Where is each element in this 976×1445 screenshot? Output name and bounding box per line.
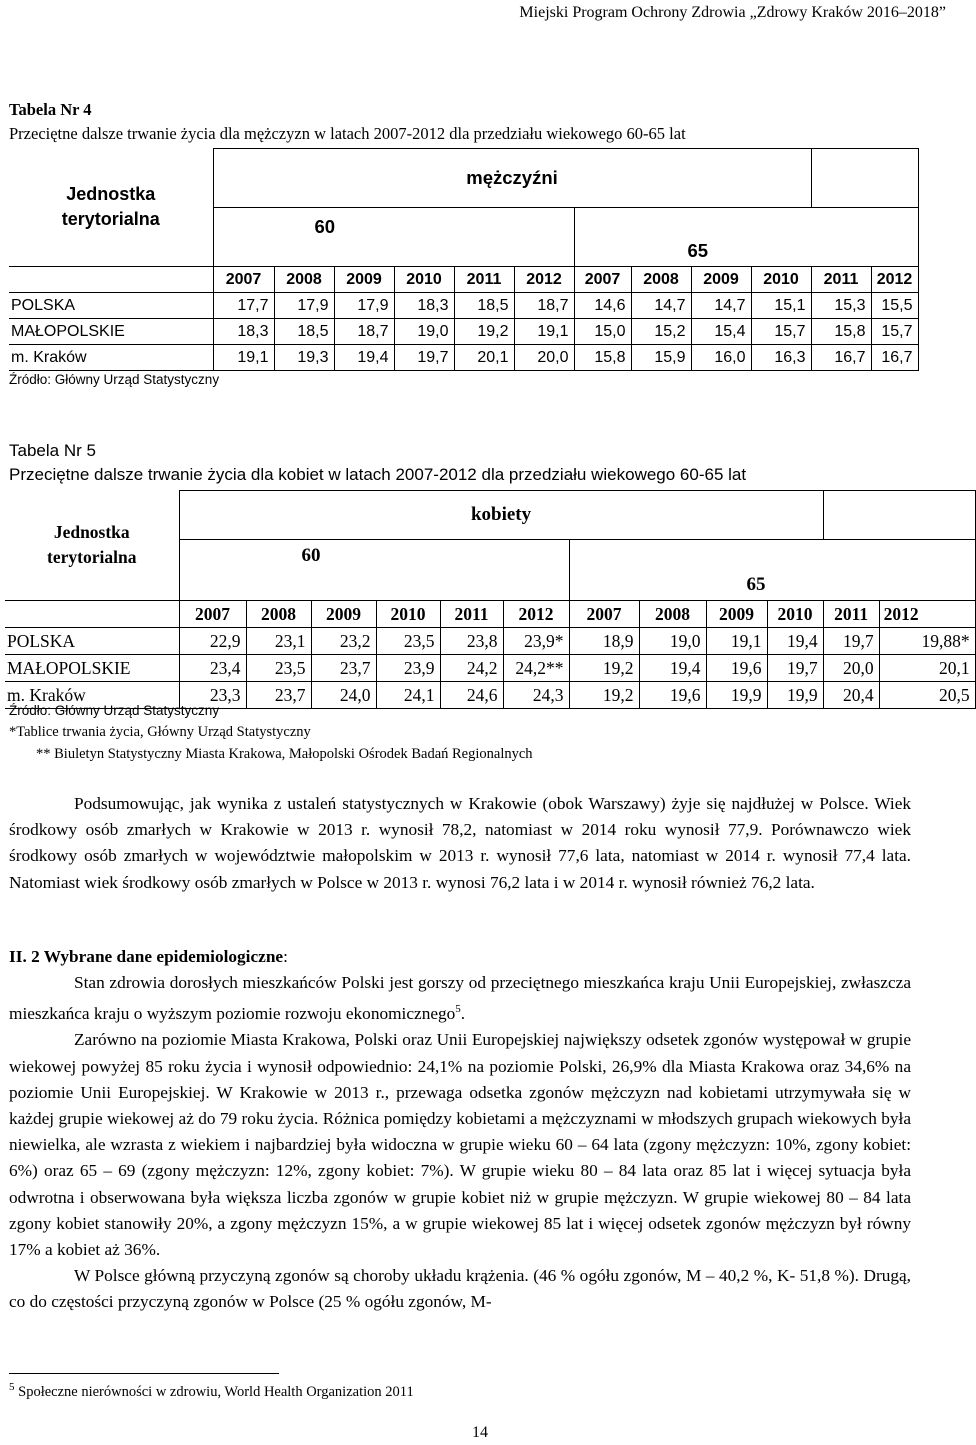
table5-age-60: 60 <box>179 540 569 601</box>
value-cell: 19,7 <box>767 655 823 682</box>
value-cell: 17,9 <box>274 293 334 319</box>
value-cell: 15,9 <box>631 345 691 371</box>
year-cell: 2010 <box>767 601 823 628</box>
value-cell: 15,2 <box>631 319 691 345</box>
table-row <box>5 655 975 682</box>
value-cell: 15,7 <box>871 319 918 345</box>
value-cell: 23,5 <box>246 655 311 682</box>
table5-source: Źródło: Główny Urząd Statystyczny <box>9 703 220 718</box>
value-cell: 18,7 <box>514 293 574 319</box>
value-cell: 15,1 <box>751 293 811 319</box>
value-cell: 20,0 <box>823 655 879 682</box>
footnote-number: 5 <box>9 1381 15 1393</box>
year-cell: 2011 <box>454 267 514 293</box>
table5-note-2: ** Biuletyn Statystyczny Miasta Krakowa, Małopolski Ośrodek Badań Regionalnych <box>36 746 533 762</box>
year-cell: 2009 <box>334 267 394 293</box>
value-cell: 15,4 <box>691 319 751 345</box>
footnote-ref: 5 <box>455 1003 461 1016</box>
value-cell: 24,1 <box>376 682 440 709</box>
value-cell: 15,0 <box>574 319 631 345</box>
year-cell: 2007 <box>213 267 274 293</box>
table5-unit-header: Jednostka terytorialna <box>47 522 137 568</box>
running-header: Miejski Program Ochrony Zdrowia „Zdrowy Kraków 2016–2018” <box>519 4 946 21</box>
value-cell: 15,5 <box>871 293 918 319</box>
value-cell: 16,0 <box>691 345 751 371</box>
footnote-text: Społeczne nierówności w zdrowiu, World Health Organization 2011 <box>14 1383 414 1400</box>
paragraph-1-end: . <box>460 1004 466 1024</box>
table-row <box>9 345 918 371</box>
year-cell: 2012 <box>879 601 975 628</box>
value-cell: 19,6 <box>706 655 767 682</box>
value-cell: 24,2** <box>503 655 569 682</box>
value-cell: 23,1 <box>246 628 311 655</box>
table5-group-header: kobiety <box>179 491 823 540</box>
value-cell: 20,1 <box>879 655 975 682</box>
value-cell: 15,8 <box>574 345 631 371</box>
year-cell: 2009 <box>691 267 751 293</box>
table5-title: Tabela Nr 5 <box>9 441 96 460</box>
value-cell: 23,9* <box>503 628 569 655</box>
year-cell: 2007 <box>569 601 639 628</box>
value-cell: 16,7 <box>871 345 918 371</box>
table-row <box>9 319 918 345</box>
value-cell: 20,4 <box>823 682 879 709</box>
row-label: POLSKA <box>5 628 179 655</box>
year-cell: 2008 <box>631 267 691 293</box>
value-cell: 19,9 <box>767 682 823 709</box>
value-cell: 20,0 <box>514 345 574 371</box>
year-cell: 2009 <box>311 601 376 628</box>
row-label: m. Kraków <box>9 345 213 371</box>
value-cell: 19,4 <box>334 345 394 371</box>
table5 <box>5 490 976 709</box>
year-cell: 2009 <box>706 601 767 628</box>
value-cell: 16,7 <box>811 345 871 371</box>
value-cell: 23,8 <box>440 628 503 655</box>
value-cell: 15,7 <box>751 319 811 345</box>
table4-years-row <box>9 267 918 293</box>
footnote-divider <box>9 1373 279 1374</box>
year-cell: 2010 <box>394 267 454 293</box>
footnote <box>9 1381 414 1401</box>
value-cell: 19,2 <box>454 319 514 345</box>
year-cell: 2007 <box>574 267 631 293</box>
table-row <box>5 628 975 655</box>
value-cell: 19,9 <box>706 682 767 709</box>
value-cell: 18,3 <box>213 319 274 345</box>
summary-text: Podsumowując, jak wynika z ustaleń statystycznych w Krakowie (obok Warszawy) żyje się najdłużej w Polsce. Wiek środkowy osób zmarłych w Krakowie w 2013 r. wynosił 78,2, natomiast w 2014 roku wynosił 77,9. Porównawczo wiek środkowy osób zmarłych w województwie małopolskim w 2013 r. wynosił 77,6 lata, natomiast w 2014 r. wynosił 77,4 lata. Natomiast wiek środkowy osób zmarłych w Polsce w 2013 r. wynosi 76,2 lata i w 2014 r. wynosił również 76,2 lata. <box>9 794 911 892</box>
value-cell: 19,1 <box>514 319 574 345</box>
year-cell: 2011 <box>823 601 879 628</box>
value-cell: 18,9 <box>569 628 639 655</box>
value-cell: 19,1 <box>706 628 767 655</box>
value-cell: 23,3 <box>179 682 246 709</box>
year-cell: 2008 <box>274 267 334 293</box>
value-cell: 19,6 <box>639 682 706 709</box>
table4-subtitle: Przeciętne dalsze trwanie życia dla mężczyzn w latach 2007-2012 dla przedziału wiekowego 60-65 lat <box>9 124 686 143</box>
year-cell: 2012 <box>871 267 918 293</box>
value-cell: 16,3 <box>751 345 811 371</box>
paragraph-3: W Polsce główną przyczyną zgonów są choroby układu krążenia. (46 % ogółu zgonów, M – 40,2 %, K- 51,8 %). Drugą, co do częstości przyczyną zgonów w Polsce (25 % ogółu zgonów, M- <box>9 1266 911 1312</box>
value-cell: 24,0 <box>311 682 376 709</box>
value-cell: 24,3 <box>503 682 569 709</box>
value-cell: 18,3 <box>394 293 454 319</box>
value-cell: 23,7 <box>311 655 376 682</box>
value-cell: 23,9 <box>376 655 440 682</box>
table4 <box>9 148 919 371</box>
value-cell: 19,88* <box>879 628 975 655</box>
value-cell: 19,7 <box>823 628 879 655</box>
value-cell: 19,7 <box>394 345 454 371</box>
row-label: POLSKA <box>9 293 213 319</box>
table5-subtitle: Przeciętne dalsze trwanie życia dla kobiet w latach 2007-2012 dla przedziału wiekowego 60-65 lat <box>9 465 747 484</box>
year-cell: 2012 <box>514 267 574 293</box>
value-cell: 15,8 <box>811 319 871 345</box>
value-cell: 18,5 <box>454 293 514 319</box>
page-number: 14 <box>472 1424 488 1441</box>
table4-source: Źródło: Główny Urząd Statystyczny <box>9 372 220 387</box>
value-cell: 20,1 <box>454 345 514 371</box>
row-label: m. Kraków <box>5 682 179 709</box>
value-cell: 24,6 <box>440 682 503 709</box>
table5-years-row <box>5 601 975 628</box>
table-row <box>9 293 918 319</box>
value-cell: 19,3 <box>274 345 334 371</box>
value-cell: 23,7 <box>246 682 311 709</box>
section-heading: II. 2 Wybrane dane epidemiologiczne <box>9 947 284 966</box>
value-cell: 22,9 <box>179 628 246 655</box>
value-cell: 19,0 <box>639 628 706 655</box>
row-label: MAŁOPOLSKIE <box>5 655 179 682</box>
year-cell: 2008 <box>639 601 706 628</box>
summary-paragraph <box>9 791 911 896</box>
epidemiology-section <box>9 944 911 1316</box>
value-cell: 19,2 <box>569 682 639 709</box>
value-cell: 19,2 <box>569 655 639 682</box>
table4-age-65: 65 <box>574 208 918 267</box>
value-cell: 18,7 <box>334 319 394 345</box>
table4-title: Tabela Nr 4 <box>9 100 92 119</box>
value-cell: 18,5 <box>274 319 334 345</box>
year-cell: 2007 <box>179 601 246 628</box>
table4-age-60: 60 <box>213 208 574 267</box>
table5-note-1: *Tablice trwania życia, Główny Urząd Statystyczny <box>9 724 311 740</box>
value-cell: 14,7 <box>691 293 751 319</box>
table4-group-header: mężczyźni <box>213 149 811 208</box>
year-cell: 2011 <box>440 601 503 628</box>
value-cell: 17,9 <box>334 293 394 319</box>
year-cell: 2010 <box>376 601 440 628</box>
value-cell: 23,2 <box>311 628 376 655</box>
table4-unit-header: Jednostka terytorialna <box>61 184 160 230</box>
value-cell: 14,6 <box>574 293 631 319</box>
value-cell: 20,5 <box>879 682 975 709</box>
value-cell: 14,7 <box>631 293 691 319</box>
section-heading-colon: : <box>283 947 288 966</box>
year-cell: 2012 <box>503 601 569 628</box>
table5-age-65: 65 <box>569 540 975 601</box>
value-cell: 19,4 <box>767 628 823 655</box>
value-cell: 19,1 <box>213 345 274 371</box>
value-cell: 17,7 <box>213 293 274 319</box>
row-label: MAŁOPOLSKIE <box>9 319 213 345</box>
year-cell: 2010 <box>751 267 811 293</box>
year-cell: 2008 <box>246 601 311 628</box>
paragraph-2: Zarówno na poziomie Miasta Krakowa, Polski oraz Unii Europejskiej największy odsetek zgonów występował w grupie wiekowej powyżej 85 roku życia i wynosił odpowiednio: 24,1% na poziomie Polski, 26,9% dla Miasta Krakowa oraz 34,6% na poziomie Unii Europejskiej. W Krakowie w 2013 r., przewaga odsetka zgonów mężczyzn nad kobietami utrzymywała się w każdej grupie wiekowej aż do 79 roku życia. Różnica pomiędzy kobietami a mężczyznami w młodszych grupach wiekowych była niewielka, ale wzrasta z wiekiem i najbardziej była widoczna w grupie wieku 60 – 64 lata (zgony mężczyzn: 10%, zgony kobiet: 6%) oraz 65 – 69 (zgony mężczyzn: 12%, zgony kobiet: 7%). W grupie wieku 80 – 84 lata oraz 85 lat i więcej sytuacja była odwrotna i obserwowana była większa liczba zgonów w grupie kobiet niż w grupie mężczyzn. W grupie wiekowej 80 – 84 lata zgony kobiet stanowiły 20%, a zgony mężczyzn 15%, a w grupie wiekowej 85 lat i więcej odsetek zgonów mężczyzn był równy 17% a kobiet aż 36%. <box>9 1030 911 1259</box>
value-cell: 23,5 <box>376 628 440 655</box>
value-cell: 23,4 <box>179 655 246 682</box>
year-cell: 2011 <box>811 267 871 293</box>
value-cell: 19,4 <box>639 655 706 682</box>
value-cell: 15,3 <box>811 293 871 319</box>
value-cell: 19,0 <box>394 319 454 345</box>
value-cell: 24,2 <box>440 655 503 682</box>
paragraph-1: Stan zdrowia dorosłych mieszkańców Polski jest gorszy od przeciętnego mieszkańca kraju Unii Europejskiej, zwłaszcza mieszkańca kraju o wyższym poziomie rozwoju ekonomicznego <box>9 973 911 1024</box>
